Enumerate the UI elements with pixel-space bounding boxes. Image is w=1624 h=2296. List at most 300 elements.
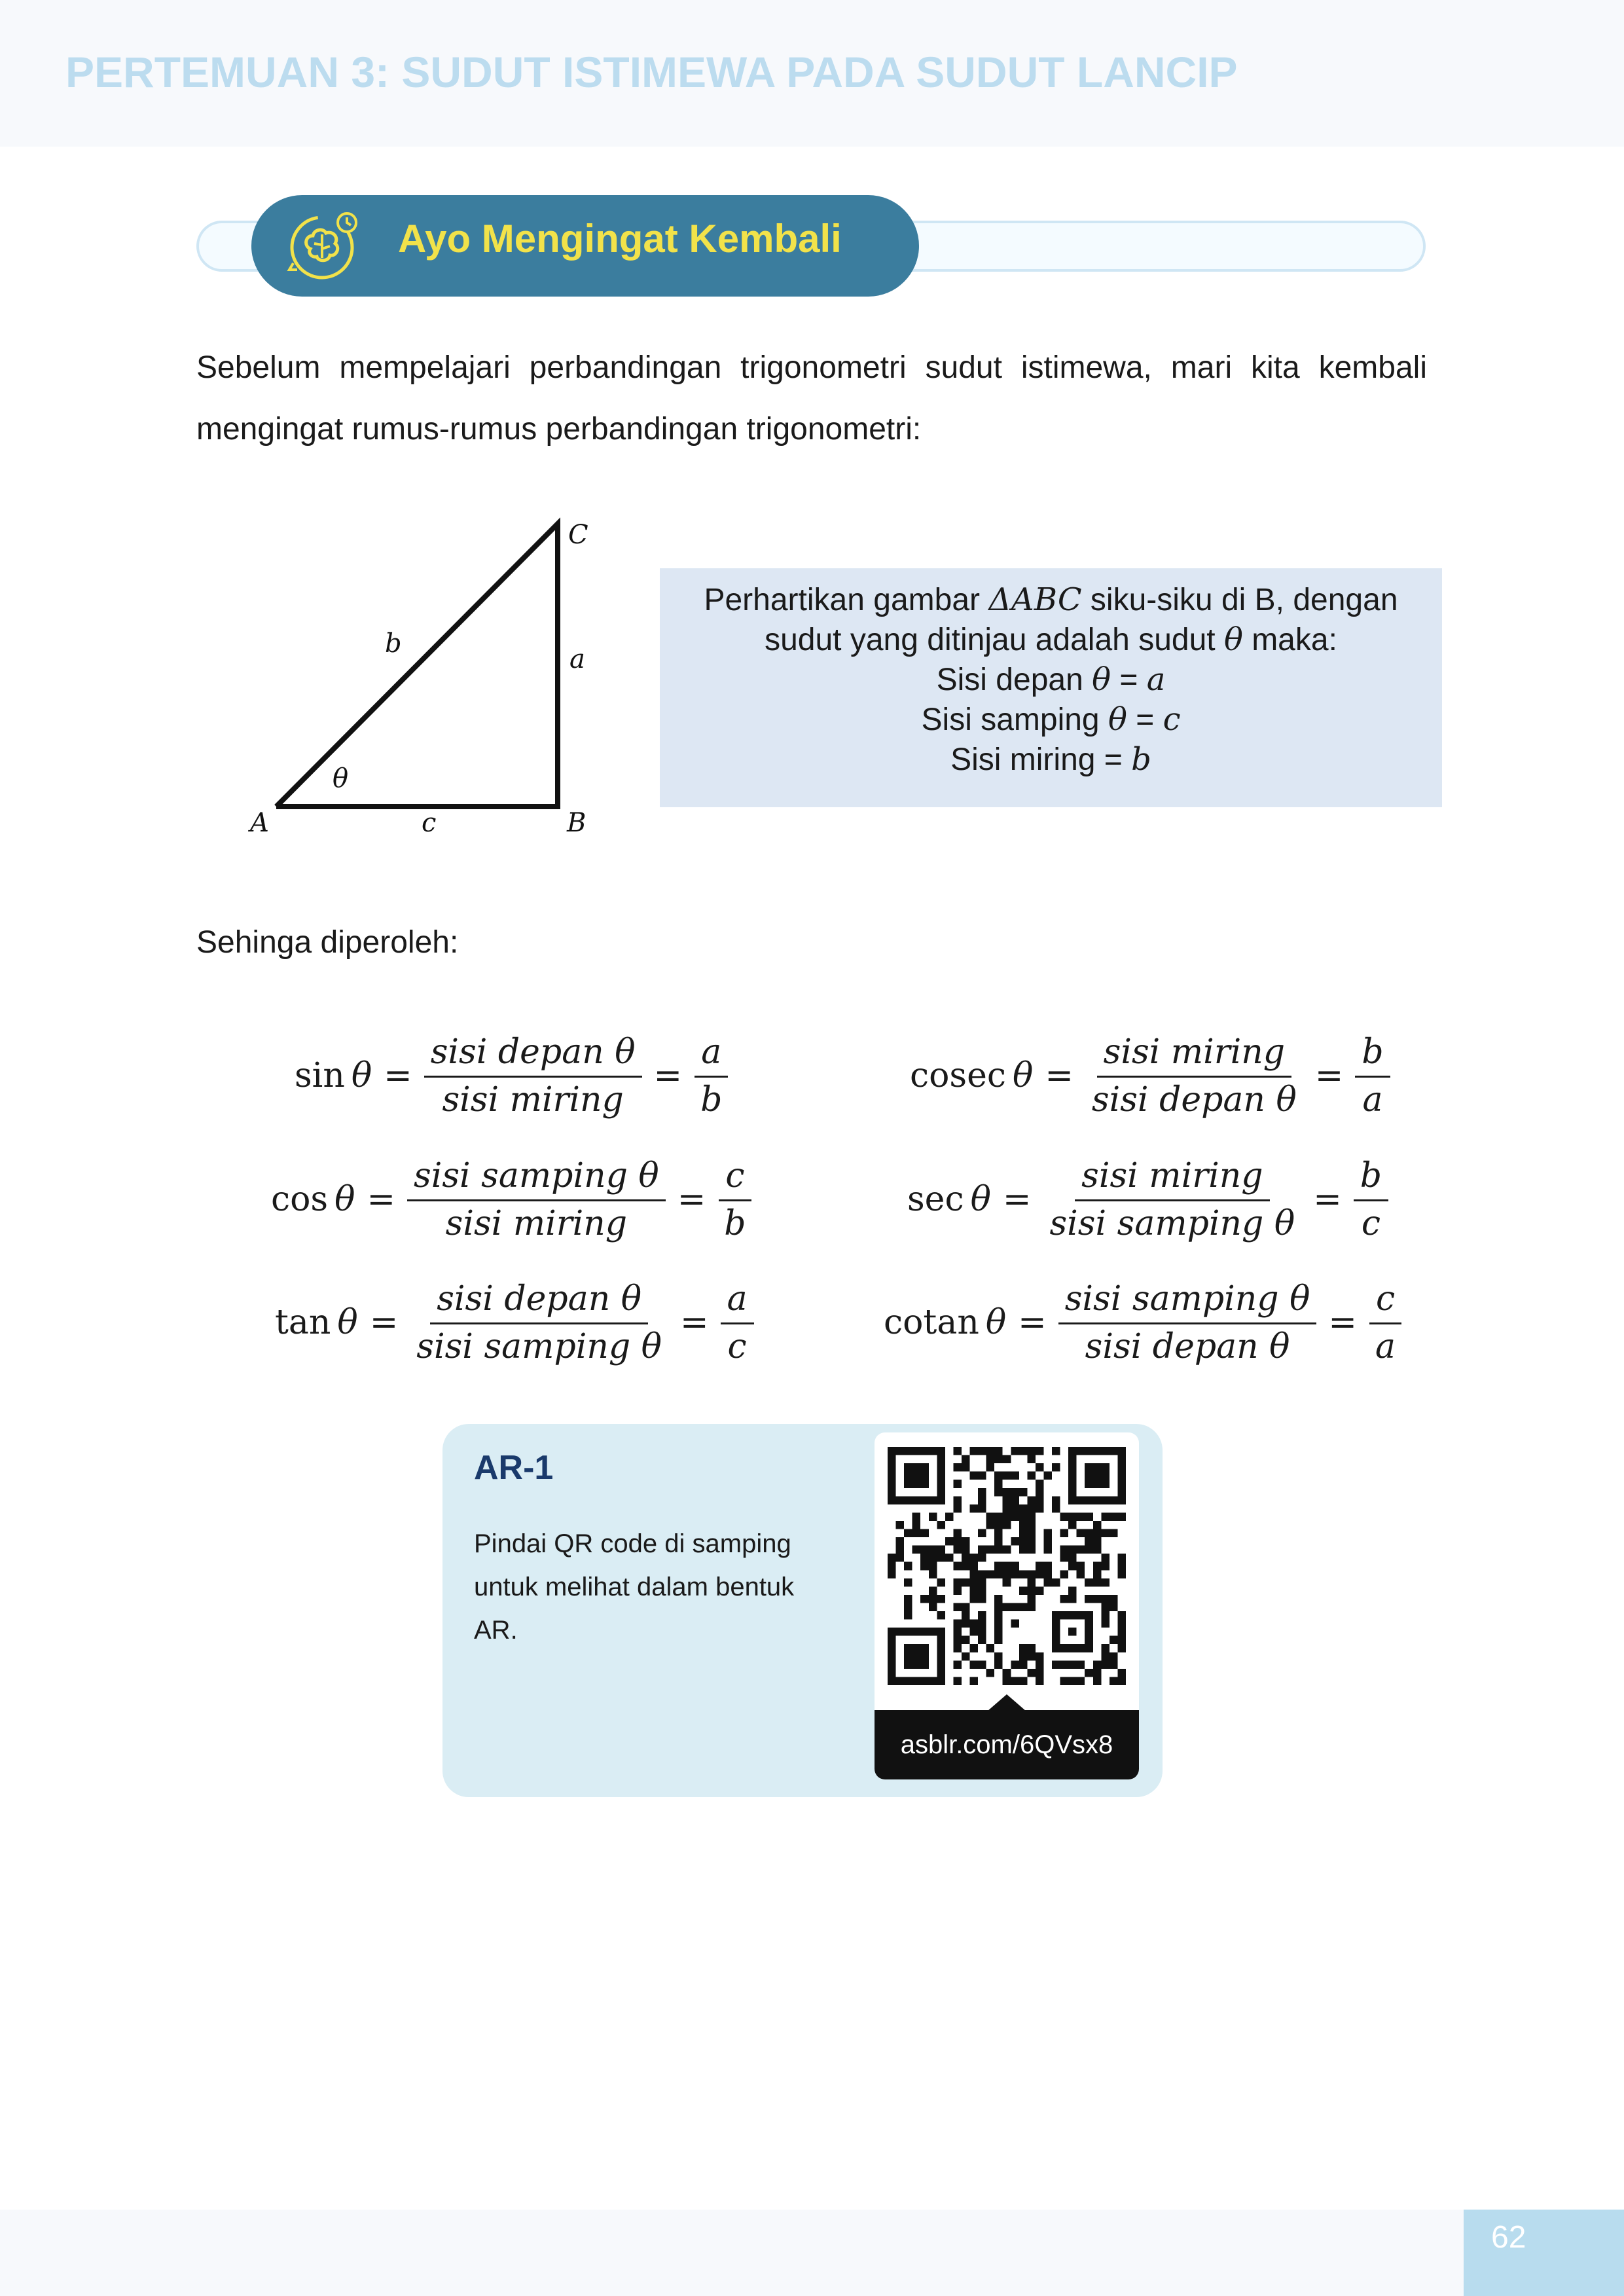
qr-module [929,1562,937,1571]
qr-module [1003,1455,1011,1464]
qr-module [1077,1546,1085,1554]
qr-module [912,1546,921,1554]
qr-module [1093,1595,1102,1603]
qr-module [912,1512,921,1521]
qr-module [920,1595,929,1603]
qr-module [1003,1669,1011,1677]
qr-module [1117,1644,1126,1652]
qr-module [920,1529,929,1538]
info-line-2 [660,620,1442,660]
qr-module [1027,1455,1036,1464]
qr-module [1027,1578,1036,1587]
qr-module [1027,1603,1036,1611]
ar-title: AR-1 [474,1449,554,1487]
qr-module [1093,1660,1102,1669]
qr-module [1101,1562,1110,1571]
fn-name: cotan [884,1303,979,1342]
qr-module [1027,1512,1036,1521]
numerator: a [721,1279,754,1324]
qr-module [1003,1578,1011,1587]
denominator: c [1361,1203,1380,1243]
qr-module [953,1620,962,1628]
qr-module [1043,1472,1052,1480]
qr-module [1085,1512,1093,1521]
qr-module [1036,1677,1044,1685]
qr-module [1110,1652,1118,1661]
qr-module [1027,1586,1036,1595]
qr-module [953,1628,962,1636]
qr-module [1027,1447,1036,1455]
qr-module [994,1455,1003,1464]
fraction [1085,1032,1303,1120]
qr-module [1027,1644,1036,1652]
denominator: a [1362,1080,1383,1120]
qr-module [1052,1578,1060,1587]
qr-module [953,1586,962,1595]
qr-module [962,1562,970,1571]
qr-module [994,1652,1003,1661]
denominator: b [724,1203,746,1243]
qr-module [1027,1521,1036,1529]
footer-band [0,2210,1624,2296]
qr-module [978,1504,986,1513]
qr-module [1060,1595,1069,1603]
qr-module [904,1578,912,1587]
qr-module [1068,1595,1077,1603]
qr-module [1019,1586,1028,1595]
equals: = [1018,1303,1047,1342]
qr-module [986,1669,995,1677]
qr-module [937,1554,945,1562]
qr-module [970,1447,979,1455]
equals: = [369,1303,399,1342]
qr-module [1043,1546,1052,1554]
qr-module [1003,1472,1011,1480]
numerator: sisi miring [1097,1032,1291,1078]
qr-module [937,1521,945,1529]
qr-module [962,1455,970,1464]
qr-module [1027,1496,1036,1504]
qr-module [994,1472,1003,1480]
qr-module [970,1578,979,1587]
info-text: Sisi miring = [950,742,1132,777]
qr-module [970,1660,979,1669]
denominator: sisi samping θ [1049,1203,1295,1243]
qr-module [1019,1644,1028,1652]
qr-module [953,1447,962,1455]
qr-module [1101,1529,1110,1538]
qr-module [929,1546,937,1554]
qr-module [1101,1512,1110,1521]
qr-module [1052,1447,1060,1455]
denominator: c [727,1326,747,1366]
qr-module [970,1677,979,1685]
info-text: sudut yang ditinjau adalah sudut [765,623,1224,657]
qr-module [1101,1603,1110,1611]
qr-code-icon[interactable] [888,1447,1126,1685]
qr-module [888,1562,896,1571]
qr-module [994,1660,1003,1669]
qr-module [978,1578,986,1587]
qr-module [1003,1496,1011,1504]
info-line-1 [660,580,1442,620]
qr-module [953,1603,962,1611]
numerator: sisi depan θ [424,1032,642,1078]
qr-module [945,1512,954,1521]
qr-module [1027,1570,1036,1578]
denominator: sisi depan θ [1091,1080,1297,1120]
qr-module [1068,1562,1077,1571]
ar-description: Pindai QR code di samping untuk melihat dalam bentuk AR. [474,1529,795,1645]
qr-module [1101,1660,1110,1669]
vertex-label-b: B [567,808,586,838]
triangle-info-box [660,568,1442,807]
numerator: b [1354,1156,1388,1201]
qr-module [1085,1529,1093,1538]
qr-module [1043,1562,1052,1571]
qr-module [1060,1677,1069,1685]
qr-module [1101,1611,1110,1620]
qr-module [1036,1504,1044,1513]
info-math: ΔABC [988,581,1082,618]
qr-module [953,1480,962,1488]
qr-module [1019,1447,1028,1455]
qr-module [1011,1512,1019,1521]
qr-module [1117,1570,1126,1578]
denominator: b [700,1080,723,1120]
qr-module [1043,1537,1052,1546]
qr-module [1068,1677,1077,1685]
qr-module [994,1595,1003,1603]
fn-name: sec [907,1180,964,1219]
fraction [1043,1156,1301,1243]
qr-link-label[interactable]: asblr.com/6QVsx8 [875,1710,1139,1779]
qr-module [1027,1472,1036,1480]
fraction [1058,1279,1317,1366]
qr-module [1093,1521,1102,1529]
denominator: sisi depan θ [1085,1326,1290,1366]
qr-module [1027,1652,1036,1661]
numerator: sisi samping θ [407,1156,666,1201]
qr-module [978,1611,986,1620]
qr-module [904,1529,912,1538]
qr-module [970,1595,979,1603]
qr-module [904,1595,912,1603]
qr-module [1052,1463,1060,1472]
qr-module [1011,1603,1019,1611]
qr-module [1093,1537,1102,1546]
qr-module [1019,1512,1028,1521]
qr-module [970,1570,979,1578]
qr-module [1101,1652,1110,1661]
denominator: sisi samping θ [416,1326,662,1366]
qr-module [994,1537,1003,1546]
numerator: sisi depan θ [430,1279,648,1324]
qr-module [937,1611,945,1620]
qr-module [1068,1512,1077,1521]
qr-module [1019,1537,1028,1546]
qr-module [1019,1570,1028,1578]
equals: = [367,1180,396,1219]
formula-sec [907,1154,1388,1245]
qr-module [953,1644,962,1652]
qr-module [953,1562,962,1571]
qr-module [1011,1504,1019,1513]
theta: θ [337,1303,358,1342]
qr-module [1003,1488,1011,1497]
qr-module [929,1512,937,1521]
qr-module [978,1472,986,1480]
qr-module [978,1628,986,1636]
qr-module [1077,1562,1085,1571]
qr-module [920,1546,929,1554]
qr-module [962,1554,970,1562]
side-label-a: a [569,644,585,674]
qr-module [986,1463,995,1472]
qr-module [1003,1562,1011,1571]
qr-module [912,1529,921,1538]
qr-module [1027,1595,1036,1603]
qr-module [920,1562,929,1571]
qr-module [896,1521,905,1529]
qr-module [1036,1586,1044,1595]
qr-module [994,1611,1003,1620]
qr-module [1068,1546,1077,1554]
qr-module [896,1546,905,1554]
qr-module [986,1546,995,1554]
qr-module [994,1480,1003,1488]
qr-module [1011,1570,1019,1578]
numerator: sisi miring [1075,1156,1269,1201]
qr-module [1052,1660,1060,1669]
qr-module [904,1611,912,1620]
qr-module [1110,1636,1118,1645]
qr-module [970,1620,979,1628]
qr-module [1110,1677,1118,1685]
info-math: θ [1108,701,1127,738]
numerator: a [695,1032,728,1078]
qr-module [1077,1677,1085,1685]
qr-module [1019,1603,1028,1611]
equals: = [677,1180,706,1219]
qr-module [1003,1504,1011,1513]
fraction [717,1156,752,1243]
qr-module [1019,1677,1028,1685]
qr-module [994,1636,1003,1645]
qr-module [978,1586,986,1595]
qr-module [1093,1562,1102,1571]
qr-module [1003,1546,1011,1554]
numerator: c [1369,1279,1401,1324]
qr-module [1077,1512,1085,1521]
qr-module [1011,1620,1019,1628]
qr-module [1019,1521,1028,1529]
qr-module [1068,1554,1077,1562]
qr-module [1011,1447,1019,1455]
qr-module [978,1546,986,1554]
qr-module [1036,1570,1044,1578]
info-text: maka: [1242,623,1337,657]
formula-tan [275,1277,754,1368]
qr-module [1060,1554,1069,1562]
qr-module [1003,1512,1011,1521]
qr-module [1117,1512,1126,1521]
theta: θ [351,1056,372,1095]
qr-module [1077,1529,1085,1538]
fraction [410,1279,668,1366]
qr-module [962,1546,970,1554]
qr-module [1011,1488,1019,1497]
qr-module [1085,1669,1093,1677]
equals: = [1313,1180,1342,1219]
qr-module [888,1570,896,1578]
qr-module [1011,1472,1019,1480]
qr-module [1101,1578,1110,1587]
qr-module [1036,1660,1044,1669]
qr-module [1011,1677,1019,1685]
qr-module [1117,1620,1126,1628]
intro-paragraph: Sebelum mempelajari perbandingan trigonometri sudut istimewa, mari kita kembali mengingat rumus-rumus perbandingan trigonometri: [196,350,1427,446]
qr-module [904,1603,912,1611]
qr-module [1093,1546,1102,1554]
equals: = [679,1303,709,1342]
qr-module [953,1496,962,1504]
qr-module [920,1554,929,1562]
qr-module [1011,1660,1019,1669]
qr-module [937,1595,945,1603]
qr-module [896,1537,905,1546]
qr-module [904,1562,912,1571]
qr-module [1003,1677,1011,1685]
qr-module [986,1455,995,1464]
qr-module [1060,1570,1069,1578]
qr-module [953,1463,962,1472]
qr-module [970,1472,979,1480]
equals: = [653,1056,683,1095]
info-text: siku-siku di B, dengan [1081,583,1398,617]
info-math: θ [1092,661,1111,698]
fraction [721,1279,754,1366]
qr-module [929,1603,937,1611]
qr-module [1117,1669,1126,1677]
qr-label-notch [987,1694,1026,1711]
qr-module [1019,1529,1028,1538]
qr-module [1060,1529,1069,1538]
qr-module [1110,1512,1118,1521]
qr-module [994,1603,1003,1611]
fraction [1354,1156,1388,1243]
qr-module [1117,1554,1126,1562]
qr-module [962,1620,970,1628]
qr-module [1117,1562,1126,1571]
denominator: a [1375,1326,1396,1366]
qr-module [1036,1669,1044,1677]
qr-module [1003,1521,1011,1529]
info-math: θ [1223,621,1243,658]
qr-module [888,1554,896,1562]
qr-module [896,1554,905,1562]
qr-module [1101,1595,1110,1603]
qr-module [1011,1496,1019,1504]
qr-module [994,1512,1003,1521]
fraction [424,1032,642,1120]
qr-module [953,1578,962,1587]
qr-module [1043,1570,1052,1578]
qr-module [953,1537,962,1546]
qr-module [929,1570,937,1578]
fraction [407,1156,666,1243]
qr-module [1036,1652,1044,1661]
qr-module [1117,1611,1126,1620]
qr-module [1019,1660,1028,1669]
qr-module [1101,1644,1110,1652]
theta: θ [1013,1056,1034,1095]
qr-module [1068,1586,1077,1595]
qr-module [1077,1570,1085,1578]
qr-module [1085,1578,1093,1587]
qr-module [994,1488,1003,1497]
qr-module [1036,1562,1044,1571]
qr-module [978,1529,986,1538]
qr-module [962,1463,970,1472]
qr-module [1093,1669,1102,1677]
qr-module [1019,1652,1028,1661]
qr-panel[interactable] [875,1432,1139,1779]
qr-module [970,1562,979,1571]
qr-module [953,1660,962,1669]
qr-module [1036,1488,1044,1497]
qr-module [1085,1595,1093,1603]
qr-module [962,1603,970,1611]
numerator: b [1355,1032,1390,1078]
page-header-title: PERTEMUAN 3: SUDUT ISTIMEWA PADA SUDUT LANCIP [65,48,1238,96]
qr-module [1117,1628,1126,1636]
qr-module [994,1570,1003,1578]
equals: = [384,1056,412,1095]
fn-name: tan [275,1303,331,1342]
qr-module [986,1512,995,1521]
qr-module [978,1488,986,1497]
formula-sin [295,1030,729,1121]
denominator: sisi miring [442,1080,624,1120]
sehingga-text: Sehinga diperoleh: [196,925,459,960]
qr-module [953,1677,962,1685]
qr-module [1068,1521,1077,1529]
qr-module [953,1546,962,1554]
qr-module [994,1546,1003,1554]
qr-module [970,1554,979,1562]
right-triangle-figure [236,504,628,845]
page-number: 62 [1491,2220,1526,2255]
qr-module [962,1636,970,1645]
qr-module [937,1546,945,1554]
qr-module [929,1554,937,1562]
qr-module [953,1504,962,1513]
info-text: = [1111,663,1147,697]
info-math: b [1131,741,1151,778]
equals: = [1328,1303,1357,1342]
qr-module [1093,1570,1102,1578]
qr-module [994,1628,1003,1636]
qr-module [945,1537,954,1546]
qr-module [1043,1529,1052,1538]
equals: = [1045,1056,1074,1095]
qr-module [1085,1537,1093,1546]
formula-cos [271,1154,753,1245]
qr-module [1110,1529,1118,1538]
qr-module [1110,1660,1118,1669]
qr-module [1003,1603,1011,1611]
